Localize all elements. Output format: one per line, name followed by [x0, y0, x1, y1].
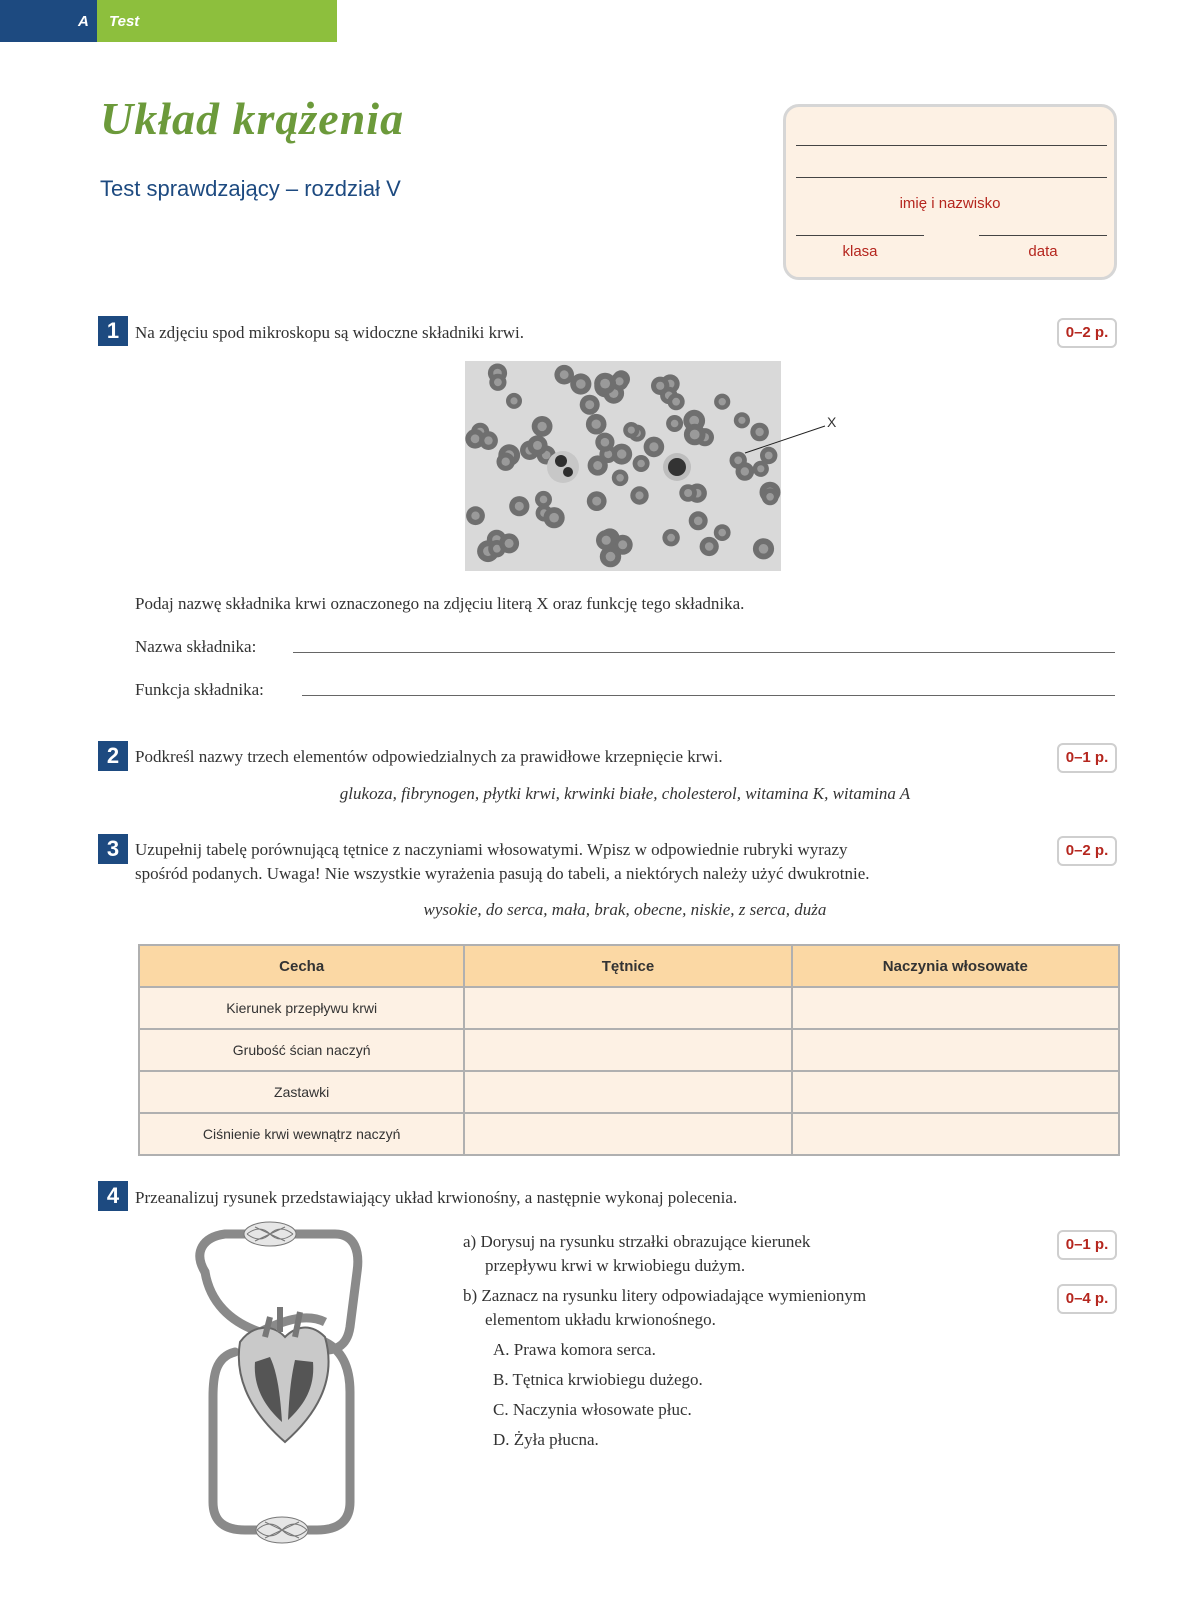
- header-band-section: [0, 0, 97, 42]
- red-blood-cell-center: [592, 420, 601, 429]
- section-label: Test: [109, 13, 140, 30]
- red-blood-cell-center: [537, 422, 546, 431]
- table-row: [139, 1113, 1119, 1155]
- component-name-label: Nazwa składnika:: [135, 637, 257, 656]
- question-2-text: Podkreśl nazwy trzech elementów odpowiedzialnych za prawidłowe krzepnięcie krwi.: [135, 747, 723, 766]
- red-blood-cell-center: [694, 517, 703, 526]
- page-subtitle: Test sprawdzający – rozdział V: [100, 176, 401, 201]
- question-1-instruction: Podaj nazwę składnika krwi oznaczonego na zdjęciu literą X oraz funkcję tego składnika.: [135, 594, 745, 613]
- component-name-answer-line[interactable]: [293, 652, 1115, 653]
- red-blood-cell-center: [560, 370, 569, 379]
- table-row-label: Grubość ścian naczyń: [139, 1029, 464, 1071]
- capillaries-answer-cell[interactable]: [792, 987, 1119, 1029]
- task-b-points: 0–4 p.: [1057, 1284, 1117, 1314]
- white-blood-cell-1: [547, 451, 579, 483]
- question-3-word-bank: wysokie, do serca, mała, brak, obecne, niskie, z serca, duża: [423, 900, 827, 919]
- task-a-points: 0–1 p.: [1057, 1230, 1117, 1260]
- student-info-box: [783, 104, 1117, 280]
- table-header-row: [139, 945, 1119, 987]
- red-blood-cell-center: [705, 542, 714, 551]
- red-blood-cell-center: [601, 438, 610, 447]
- blood-micrograph: [465, 361, 845, 571]
- task-a-line-1: a) Dorysuj na rysunku strzałki obrazujące kierunek: [463, 1232, 811, 1251]
- lung-capillaries: [244, 1222, 296, 1246]
- arteries-answer-cell[interactable]: [464, 1029, 791, 1071]
- name-line-2[interactable]: [796, 177, 1107, 178]
- red-blood-cell-center: [738, 417, 745, 424]
- circulatory-system-diagram[interactable]: [185, 1212, 385, 1557]
- red-blood-cell-center: [757, 465, 764, 472]
- list-item: C. Naczynia włosowate płuc.: [493, 1400, 692, 1419]
- capillaries-answer-cell[interactable]: [792, 1029, 1119, 1071]
- red-blood-cell-center: [600, 379, 610, 389]
- red-blood-cell-center: [765, 452, 773, 460]
- question-3-text-line-2: spośród podanych. Uwaga! Nie wszystkie wyrażenia pasują do tabeli, a niektórych należy użyć dwukrotnie.: [135, 864, 870, 883]
- pulmonary-artery: [205, 1272, 260, 1332]
- header-band-label: [97, 0, 337, 42]
- task-b-line-2: elementom układu krwionośnego.: [485, 1310, 716, 1329]
- red-blood-cell-center: [628, 427, 635, 434]
- class-line[interactable]: [796, 235, 924, 236]
- table-row-label: Ciśnienie krwi wewnątrz naczyń: [139, 1113, 464, 1155]
- red-blood-cell-center: [471, 512, 479, 520]
- task-a-line-2: przepływu krwi w krwiobiegu dużym.: [485, 1256, 746, 1275]
- red-blood-cell-center: [592, 497, 601, 506]
- task-b-line-1: b) Zaznacz na rysunku litery odpowiadające wymienionym: [463, 1286, 867, 1305]
- question-3-points: 0–2 p.: [1057, 836, 1117, 866]
- question-1-points: 0–2 p.: [1057, 318, 1117, 348]
- red-blood-cell-center: [615, 377, 623, 385]
- question-2-points: 0–1 p.: [1057, 743, 1117, 773]
- white-blood-cell-2: [663, 453, 691, 481]
- arteries-answer-cell[interactable]: [464, 1113, 791, 1155]
- page-title: Układ krążenia: [100, 93, 405, 144]
- question-4-number: 4: [98, 1181, 128, 1211]
- marker-x: X: [827, 414, 837, 430]
- table-row: [139, 1071, 1119, 1113]
- table-row: [139, 1029, 1119, 1071]
- red-blood-cell-center: [684, 489, 692, 497]
- red-blood-cell-center: [484, 436, 492, 444]
- red-blood-cell-center: [672, 398, 680, 406]
- red-blood-cell-center: [755, 428, 763, 436]
- body-capillaries: [256, 1517, 308, 1543]
- table-row-label: Kierunek przepływu krwi: [139, 987, 464, 1029]
- table-row: [139, 987, 1119, 1029]
- red-blood-cell-center: [635, 491, 643, 499]
- red-blood-cell-center: [549, 513, 559, 523]
- red-blood-cell-center: [741, 467, 749, 475]
- red-blood-cell-center: [533, 441, 542, 450]
- red-blood-cell-center: [494, 378, 502, 386]
- name-line-1[interactable]: [796, 145, 1107, 146]
- red-blood-cell-center: [618, 540, 627, 549]
- red-blood-cell-center: [671, 420, 679, 428]
- red-blood-cell-center: [766, 493, 774, 501]
- list-item: A. Prawa komora serca.: [493, 1340, 656, 1359]
- list-item: D. Żyła płucna.: [493, 1430, 599, 1449]
- list-item: B. Tętnica krwiobiegu dużego.: [493, 1370, 703, 1389]
- red-blood-cell-center: [637, 460, 645, 468]
- table-row-label: Zastawki: [139, 1071, 464, 1113]
- red-blood-cell-center: [759, 544, 769, 554]
- question-3-number: 3: [98, 834, 128, 864]
- red-blood-cell-center: [510, 397, 517, 404]
- question-4-text: Przeanalizuj rysunek przedstawiający układ krwionośny, a następnie wykonaj polecenia.: [135, 1188, 738, 1207]
- red-blood-cell-center: [502, 458, 510, 466]
- component-function-answer-line[interactable]: [302, 695, 1115, 696]
- red-blood-cell-center: [515, 502, 524, 511]
- question-1-number: 1: [98, 316, 128, 346]
- class-label: klasa: [842, 243, 878, 260]
- red-blood-cell-center: [667, 534, 675, 542]
- arteries-answer-cell[interactable]: [464, 1071, 791, 1113]
- capillaries-answer-cell[interactable]: [792, 1071, 1119, 1113]
- comparison-table: [138, 944, 1120, 1156]
- red-blood-cell-center: [656, 382, 664, 390]
- red-blood-cell-center: [505, 539, 514, 548]
- question-1-text: Na zdjęciu spod mikroskopu są widoczne składniki krwi.: [135, 323, 525, 342]
- red-blood-cell-center: [718, 529, 726, 537]
- red-blood-cell-center: [471, 434, 480, 443]
- red-blood-cell-center: [690, 430, 700, 440]
- question-2-options[interactable]: glukoza, fibrynogen, płytki krwi, krwinki białe, cholesterol, witamina K, witamina A: [339, 784, 911, 803]
- table-header-capillaries: Naczynia włosowate: [792, 945, 1119, 987]
- arteries-answer-cell[interactable]: [464, 987, 791, 1029]
- question-2-number: 2: [98, 741, 128, 771]
- name-label: imię i nazwisko: [899, 195, 1001, 212]
- red-blood-cell-center: [606, 552, 616, 562]
- red-blood-cell-center: [734, 456, 742, 464]
- red-blood-cell-center: [540, 496, 548, 504]
- red-blood-cell-center: [617, 449, 626, 458]
- table-header-arteries: Tętnice: [464, 945, 791, 987]
- red-blood-cell-center: [719, 398, 726, 405]
- capillaries-answer-cell[interactable]: [792, 1113, 1119, 1155]
- red-blood-cell-center: [585, 400, 594, 409]
- red-blood-cell-center: [602, 536, 611, 545]
- table-header-feature: Cecha: [139, 945, 464, 987]
- section-letter: A: [78, 13, 89, 30]
- red-blood-cell-center: [649, 442, 658, 451]
- red-blood-cell-center: [616, 474, 624, 482]
- question-3-text-line-1: Uzupełnij tabelę porównującą tętnice z naczyniami włosowatymi. Wpisz w odpowiednie rubryki wyrazy: [135, 840, 848, 859]
- red-blood-cell-center: [593, 461, 602, 470]
- red-blood-cell-center: [576, 379, 586, 389]
- component-function-label: Funkcja składnika:: [135, 680, 264, 699]
- date-label: data: [1028, 243, 1058, 260]
- date-line[interactable]: [979, 235, 1107, 236]
